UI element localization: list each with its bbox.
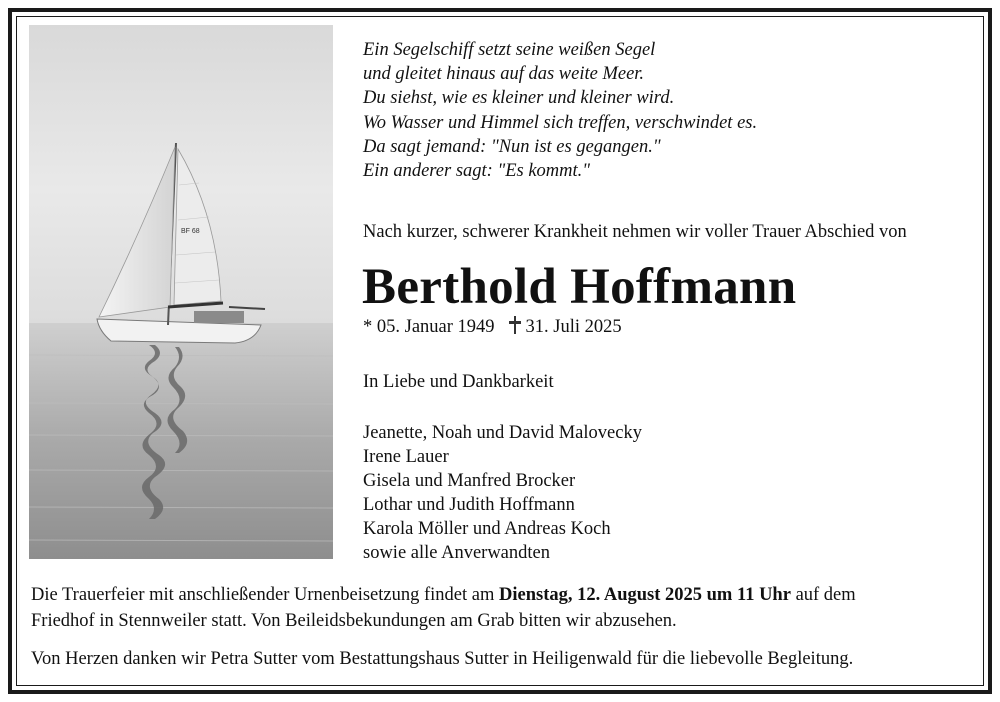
poem-line: und gleitet hinaus auf das weite Meer. [363, 64, 645, 85]
birth-date: * 05. Januar 1949 [363, 317, 495, 337]
death-date: 31. Juli 2025 [525, 317, 622, 337]
cross-icon [509, 316, 521, 334]
ceremony-line-2: Friedhof in Stennweiler statt. Von Beileidsbekundungen am Grab bitten wir abzusehen. [31, 611, 677, 631]
mourner: Karola Möller und Andreas Koch [363, 519, 611, 540]
life-dates [363, 316, 622, 338]
love-line: In Liebe und Dankbarkeit [363, 372, 554, 392]
poem-line: Ein Segelschiff setzt seine weißen Segel [363, 40, 656, 60]
poem-line: Du siehst, wie es kleiner und kleiner wird. [363, 88, 675, 109]
sail-marking: BF 68 [181, 228, 200, 235]
deceased-name: Berthold Hoffmann [362, 259, 797, 315]
ceremony-line-1 [31, 582, 961, 608]
ceremony-date-time: Dienstag, 12. August 2025 um 11 Uhr [499, 585, 791, 605]
poem-line: Ein anderer sagt: "Es kommt." [363, 161, 591, 182]
sailboat-photo [29, 25, 333, 559]
ceremony-text: auf dem [790, 585, 856, 605]
mourner: Irene Lauer [363, 447, 449, 468]
poem [363, 38, 757, 183]
mourner: Gisela und Manfred Brocker [363, 471, 576, 492]
poem-line: Wo Wasser und Himmel sich treffen, verschwindet es. [363, 112, 758, 133]
mourners-list [363, 421, 642, 566]
thanks-text: Von Herzen danken wir Petra Sutter vom Bestattungshaus Sutter in Heiligenwald für die liebevolle Begleitung. [31, 649, 854, 669]
mourner: Lothar und Judith Hoffmann [363, 495, 575, 516]
boat-cabin [194, 311, 244, 323]
mourner: Jeanette, Noah und David Malovecky [363, 423, 642, 443]
mourner: sowie alle Anverwandten [363, 543, 550, 564]
intro-text: Nach kurzer, schwerer Krankheit nehmen wir voller Trauer Abschied von [363, 222, 907, 242]
poem-line: Da sagt jemand: "Nun ist es gegangen." [363, 136, 661, 157]
ceremony-text: Die Trauerfeier mit anschließender Urnenbeisetzung findet am [31, 585, 499, 605]
ceremony-info [31, 582, 961, 634]
